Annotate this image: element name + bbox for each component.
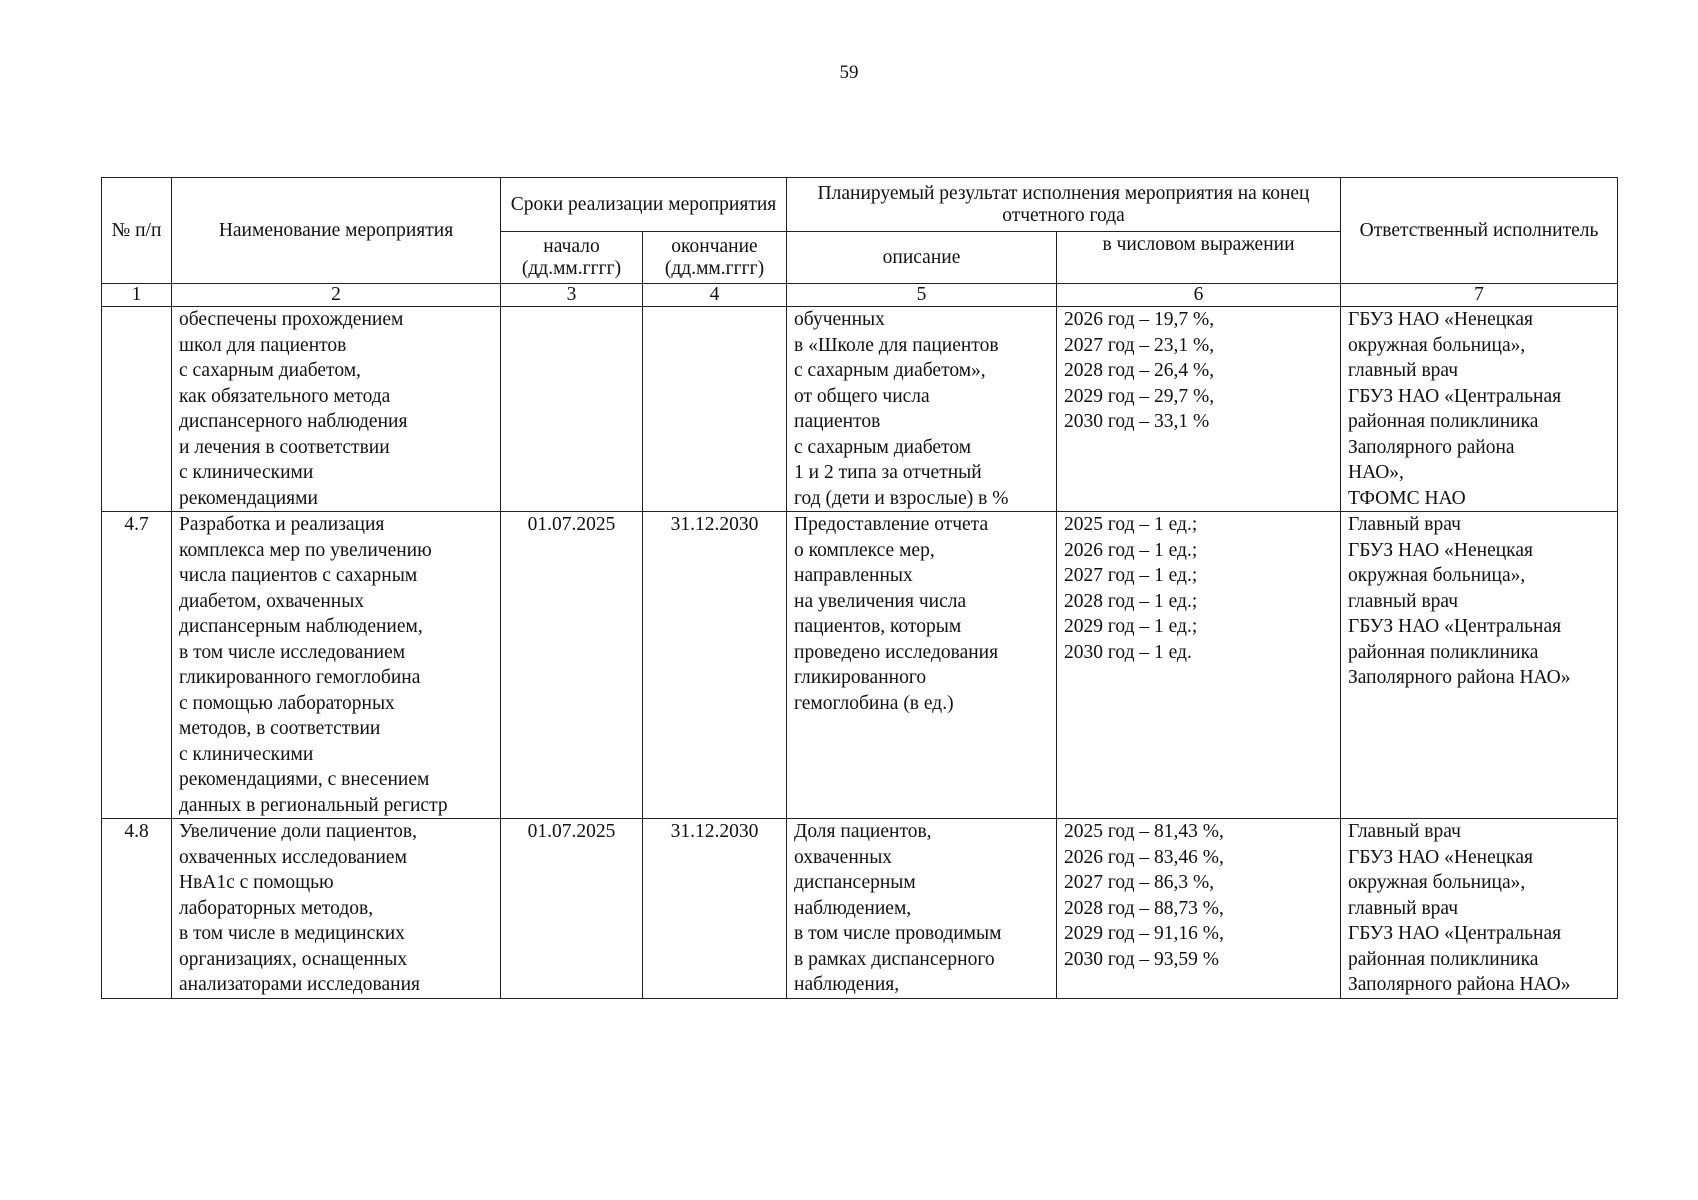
cell-line: окружная больница», [1348, 334, 1526, 356]
cell-line: окружная больница», [1348, 565, 1526, 586]
cell-name [172, 307, 501, 512]
header-numeric: в числовом выражении [1057, 232, 1341, 284]
cell-line: 2028 год – 26,4 %, [1064, 360, 1215, 381]
cell-line: 2030 год – 93,59 % [1064, 948, 1220, 970]
cell-line: НАО», [1348, 462, 1404, 483]
cell-line: с сахарным диабетом», [794, 360, 986, 381]
cell-name [172, 819, 501, 999]
cell-start: 01.07.2025 [501, 512, 643, 819]
cell-line: Главный врач [1348, 821, 1461, 842]
cell-line: обученных [794, 309, 885, 330]
cell-line: комплекса мер по увеличению [179, 539, 432, 561]
cell-line: 2026 год – 83,46 %, [1064, 846, 1224, 868]
cell-line: направленных [794, 565, 913, 586]
column-number: 5 [787, 284, 1057, 307]
cell-line: охваченных [794, 846, 893, 868]
cell-num [102, 307, 172, 512]
cell-line: ГБУЗ НАО «Центральная [1348, 385, 1562, 407]
cell-responsible [1341, 819, 1618, 999]
cell-line: обеспечены прохождением [179, 309, 404, 330]
cell-line: пациентов [794, 411, 881, 432]
cell-end: 31.12.2030 [643, 512, 787, 819]
cell-line: 2027 год – 1 ед.; [1064, 565, 1198, 586]
column-number: 6 [1057, 284, 1341, 307]
cell-line: 2026 год – 1 ед.; [1064, 539, 1198, 561]
cell-line: наблюдения, [794, 974, 900, 995]
cell-line: как обязательного метода [179, 385, 391, 407]
activities-table [101, 177, 1618, 999]
cell-line: рекомендациями [179, 487, 318, 509]
cell-line: рекомендациями, с внесением [179, 769, 430, 790]
cell-line: данных в региональный регистр [179, 794, 448, 816]
cell-line: главный врач [1348, 897, 1459, 919]
cell-num: 4.8 [102, 819, 172, 999]
cell-line: Увеличение доли пациентов, [179, 821, 417, 842]
cell-name [172, 512, 501, 819]
cell-line: наблюдением, [794, 897, 912, 919]
cell-line: окружная больница», [1348, 872, 1526, 893]
cell-line: Предоставление отчета [794, 514, 989, 535]
cell-line: главный врач [1348, 360, 1459, 381]
cell-line: гемоглобина (в ед.) [794, 692, 954, 714]
column-number: 2 [172, 284, 501, 307]
cell-line: о комплексе мер, [794, 539, 935, 561]
cell-line: Заполярного района [1348, 436, 1515, 458]
table-body [102, 307, 1618, 999]
cell-end: 31.12.2030 [643, 819, 787, 999]
cell-line: методов, в соответствии [179, 718, 381, 739]
cell-line: 2027 год – 23,1 %, [1064, 334, 1215, 356]
cell-line: Заполярного района НАО» [1348, 667, 1571, 688]
header-responsible: Ответственный исполнитель [1341, 178, 1618, 284]
column-number: 3 [501, 284, 643, 307]
header-result: Планируемый результат исполнения мероприятия на конец отчетного года [787, 178, 1341, 232]
cell-start [501, 307, 643, 512]
cell-line: с сахарным диабетом [794, 436, 972, 458]
header-description: описание [787, 232, 1057, 284]
cell-line: ГБУЗ НАО «Ненецкая [1348, 309, 1533, 330]
cell-line: пациентов, которым [794, 616, 962, 637]
cell-line: от общего числа [794, 385, 930, 407]
cell-line: школ для пациентов [179, 334, 347, 356]
cell-line: 2029 год – 1 ед.; [1064, 616, 1198, 637]
cell-description [787, 307, 1057, 512]
cell-description [787, 819, 1057, 999]
table-row [102, 819, 1618, 999]
cell-line: 2028 год – 1 ед.; [1064, 590, 1198, 612]
cell-line: ГБУЗ НАО «Ненецкая [1348, 539, 1533, 561]
cell-line: ГБУЗ НАО «Ненецкая [1348, 846, 1533, 868]
cell-line: Разработка и реализация [179, 514, 385, 535]
cell-line: в рамках диспансерного [794, 948, 995, 970]
cell-line: в «Школе для пациентов [794, 334, 999, 356]
cell-line: ГБУЗ НАО «Центральная [1348, 923, 1562, 944]
cell-line: районная поликлиника [1348, 641, 1539, 663]
cell-description [787, 512, 1057, 819]
cell-line: на увеличения числа [794, 590, 967, 612]
cell-numeric [1057, 307, 1341, 512]
cell-line: диспансерного наблюдения [179, 411, 408, 432]
cell-line: районная поликлиника [1348, 948, 1539, 970]
cell-line: ТФОМС НАО [1348, 487, 1466, 509]
cell-line: 2029 год – 29,7 %, [1064, 385, 1215, 407]
cell-line: главный врач [1348, 590, 1459, 612]
cell-line: 2030 год – 33,1 % [1064, 411, 1210, 432]
cell-line: Главный врач [1348, 514, 1461, 535]
cell-line: Доля пациентов, [794, 821, 932, 842]
header-period: Сроки реализации мероприятия [501, 178, 787, 232]
column-numbers-row [102, 284, 1618, 307]
header-num: № п/п [102, 178, 172, 284]
cell-line: Заполярного района НАО» [1348, 974, 1571, 995]
cell-line: в том числе в медицинских [179, 923, 405, 944]
cell-line: охваченных исследованием [179, 846, 407, 868]
cell-line: с клиническими [179, 462, 314, 483]
cell-line: 1 и 2 типа за отчетный [794, 462, 982, 483]
cell-line: НвА1с с помощью [179, 872, 334, 893]
cell-line: диспансерным наблюдением, [179, 616, 423, 637]
header-start: начало (дд.мм.гггг) [501, 232, 643, 284]
cell-line: гликированного гемоглобина [179, 667, 421, 688]
table-row [102, 307, 1618, 512]
column-number: 1 [102, 284, 172, 307]
cell-numeric [1057, 819, 1341, 999]
cell-line: с сахарным диабетом, [179, 360, 361, 381]
cell-line: организациях, оснащенных [179, 948, 408, 970]
cell-line: с клиническими [179, 743, 314, 765]
cell-line: районная поликлиника [1348, 411, 1539, 432]
page-number: 59 [839, 62, 859, 83]
column-number: 7 [1341, 284, 1618, 307]
cell-line: в том числе исследованием [179, 641, 406, 663]
cell-responsible [1341, 307, 1618, 512]
table-row [102, 512, 1618, 819]
cell-line: 2026 год – 19,7 %, [1064, 309, 1215, 330]
cell-line: и лечения в соответствии [179, 436, 390, 458]
cell-line: диспансерным [794, 872, 916, 893]
cell-start: 01.07.2025 [501, 819, 643, 999]
cell-line: 2028 год – 88,73 %, [1064, 897, 1224, 919]
table-header [102, 178, 1618, 307]
cell-line: 2025 год – 1 ед.; [1064, 514, 1198, 535]
cell-line: 2025 год – 81,43 %, [1064, 821, 1224, 842]
header-name: Наименование мероприятия [172, 178, 501, 284]
cell-line: проведено исследования [794, 641, 999, 663]
cell-line: с помощью лабораторных [179, 692, 395, 714]
cell-line: анализаторами исследования [179, 974, 420, 995]
cell-line: ГБУЗ НАО «Центральная [1348, 616, 1562, 637]
cell-numeric [1057, 512, 1341, 819]
cell-responsible [1341, 512, 1618, 819]
header-end: окончание (дд.мм.гггг) [643, 232, 787, 284]
cell-line: лабораторных методов, [179, 897, 374, 919]
cell-line: числа пациентов с сахарным [179, 565, 418, 586]
cell-line: диабетом, охваченных [179, 590, 365, 612]
cell-line: 2027 год – 86,3 %, [1064, 872, 1215, 893]
cell-line: год (дети и взрослые) в % [794, 487, 1009, 509]
cell-line: гликированного [794, 667, 927, 688]
column-number: 4 [643, 284, 787, 307]
cell-num: 4.7 [102, 512, 172, 819]
cell-line: 2029 год – 91,16 %, [1064, 923, 1224, 944]
cell-line: 2030 год – 1 ед. [1064, 641, 1192, 663]
cell-end [643, 307, 787, 512]
cell-line: в том числе проводимым [794, 923, 1002, 944]
